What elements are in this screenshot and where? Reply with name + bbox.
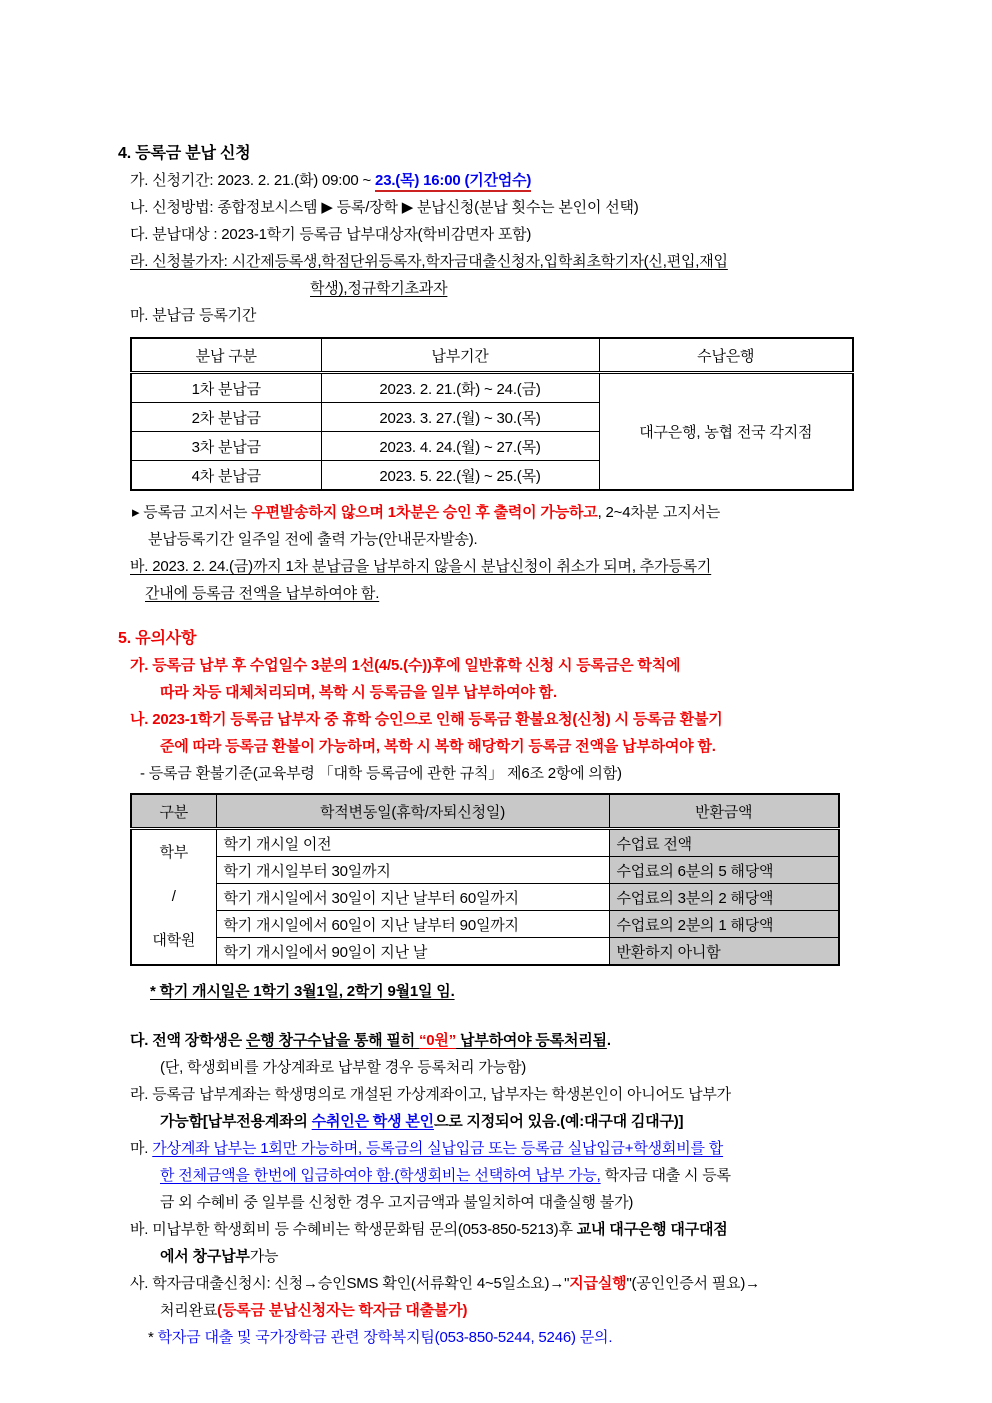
s5-unpaid-fee-line2 — [160, 1243, 992, 1270]
no-loan-warning: (등록금 분납신청자는 학자금 대출불가) — [217, 1302, 468, 1319]
text-segment: 가. 신청기간: 2023. 2. 21.(화) 09:00 ~ — [130, 172, 376, 189]
s4-item-registration-period: 마. 분납금 등록기간 — [130, 307, 257, 324]
s4-item-application-method: 나. 신청방법: 종합정보시스템 ▶ 등록/장학 ▶ 분납신청(분납 횟수는 본인이 선택) — [130, 199, 639, 216]
s4-item-application-period — [130, 167, 992, 194]
text-segment: 처리완료 — [160, 1302, 218, 1319]
header-receiving-bank: 수납은행 — [599, 338, 853, 373]
refund-standard-table — [130, 793, 840, 966]
s5-leave-rule-line1: 가. 등록금 납부 후 수업일수 3분의 1선(4/5.(수))후에 일반휴학 신청 시 등록금은 학칙에 — [130, 657, 681, 674]
change-date-cell: 학기 개시일 이전 — [216, 829, 609, 857]
s4-item-target: 다. 분납대상 : 2023-1학기 등록금 납부대상자(학비감면자 포함) — [130, 226, 532, 243]
contact-info: 학자금 대출 및 국가장학금 관련 장학복지팀(053-850-5244, 5246) 문의. — [157, 1329, 613, 1346]
s5-account-line2 — [160, 1108, 992, 1135]
text-segment: "(공인인증서 필요)→ — [626, 1275, 760, 1292]
semester-start-note: * 학기 개시일은 1학기 3월1일, 2학기 9월1일 임. — [150, 983, 455, 1000]
text-segment: , 2~4차분 고지서는 — [597, 504, 721, 521]
text-segment: 학자금 대출 시 등록 — [600, 1167, 731, 1184]
no-mail-warning: 우편발송하지 않으며 1차분은 승인 후 출력이 가능하고 — [251, 504, 598, 521]
s5-refund-rule-line1: 나. 2023-1학기 등록금 납부자 중 휴학 승인으로 인해 등록금 환불요청(신청) 시 등록금 환불기 — [130, 711, 723, 728]
text-segment: 가능 — [249, 1248, 279, 1265]
s5-scholarship-line2: (단, 학생회비를 가상계좌로 납부할 경우 등록처리 가능함) — [160, 1059, 527, 1076]
s5-virtual-account-line1 — [130, 1135, 992, 1162]
refund-amount-cell: 수업료의 6분의 5 해당액 — [609, 857, 839, 884]
text-segment: 으로 지정되어 있음.(예:대구대 김대구)] — [433, 1113, 684, 1130]
s5-unpaid-fee-line1 — [130, 1216, 992, 1243]
s5-virtual-account-line2 — [160, 1162, 992, 1189]
s4-bill-notice-line1 — [132, 499, 992, 526]
table-row — [131, 829, 839, 857]
refund-amount-cell: 수업료의 3분의 2 해당액 — [609, 884, 839, 911]
installment-period-cell: 2023. 3. 27.(월) ~ 30.(목) — [321, 403, 599, 432]
text-segment: 납부하여야 등록처리됨 — [456, 1032, 607, 1049]
table-header-row — [131, 338, 853, 373]
s4-cancel-warning-line1: 바. 2023. 2. 24.(금)까지 1차 분납금을 납부하지 않을시 분납신청이 취소가 되며, 추가등록기 — [130, 558, 712, 575]
text-segment: 등록금 고지서는 — [143, 504, 252, 521]
virtual-account-rule: 한 전체금액을 한번에 입금하여야 함.(학생회비는 선택하여 납부 가능, — [160, 1167, 601, 1184]
installment-label-cell: 4차 분납금 — [131, 461, 321, 491]
loan-execute-highlight: 지급실행 — [569, 1275, 627, 1292]
category-line: 학부 — [159, 844, 189, 861]
installment-period-cell: 2023. 2. 21.(화) ~ 24.(금) — [321, 373, 599, 403]
s4-bill-notice-line2: 분납등록기간 일주일 전에 출력 가능(안내문자발송). — [148, 531, 478, 548]
table-header-row — [131, 794, 839, 829]
deadline-highlight: 23.(목) 16:00 (기간엄수) — [375, 172, 531, 192]
header-refund-amount: 반환금액 — [609, 794, 839, 829]
refund-amount-cell: 수업료의 2분의 1 해당액 — [609, 911, 839, 938]
change-date-cell: 학기 개시일부터 30일까지 — [216, 857, 609, 884]
section4-heading: 4. 등록금 분납 신청 — [118, 145, 251, 162]
text-segment: 에서 창구납부 — [160, 1248, 250, 1265]
s4-cancel-warning-line2: 간내에 등록금 전액을 납부하여야 함. — [145, 585, 380, 602]
bank-cell: 대구은행, 농협 전국 각지점 — [599, 373, 853, 491]
change-date-cell: 학기 개시일에서 30일이 지난 날부터 60일까지 — [216, 884, 609, 911]
installment-label-cell: 1차 분납금 — [131, 373, 321, 403]
text-segment: 마. — [130, 1140, 153, 1157]
text-segment: 사. 학자금대출신청시: 신청→승인SMS 확인(서류확인 4~5일소요)→" — [130, 1275, 570, 1292]
text-segment: . — [606, 1032, 611, 1049]
header-installment-type: 분납 구분 — [131, 338, 321, 373]
s5-scholarship-line1 — [130, 1027, 992, 1054]
installment-label-cell: 2차 분납금 — [131, 403, 321, 432]
s4-item-not-eligible-line2: 학생),정규학기초과자 — [310, 280, 448, 297]
s5-leave-rule-line2: 따라 차등 대체처리되며, 복학 시 등록금을 일부 납부하여야 함. — [160, 684, 557, 701]
text-segment: 가능함[납부전용계좌의 — [160, 1113, 312, 1130]
change-date-cell: 학기 개시일에서 60일이 지난 날부터 90일까지 — [216, 911, 609, 938]
text-segment: 다. 전액 장학생은 — [130, 1032, 246, 1049]
s4-item-not-eligible-line1: 라. 신청불가자: 시간제등록생,학점단위등록자,학자금대출신청자,입학최초학기자(신,편입,재입 — [130, 253, 728, 270]
refund-amount-cell: 반환하지 아니함 — [609, 938, 839, 966]
table-row — [131, 911, 839, 938]
virtual-account-rule: 가상계좌 납부는 1회만 가능하며, 등록금의 실납입금 또는 등록금 실납입금+학생회비를 합 — [152, 1140, 724, 1157]
bank-branch-highlight: 교내 대구은행 대구대점 — [576, 1221, 728, 1238]
table-row — [131, 884, 839, 911]
header-category: 구분 — [131, 794, 216, 829]
s5-student-loan-line1 — [130, 1270, 992, 1297]
text-segment: 은행 창구수납을 통해 필히 — [245, 1032, 419, 1049]
table-row — [131, 938, 839, 966]
header-change-date: 학적변동일(휴학/자퇴신청일) — [216, 794, 609, 829]
s5-student-loan-line2 — [160, 1297, 992, 1324]
s5-refund-rule-line2: 준에 따라 등록금 환불이 가능하며, 복학 시 복학 해당학기 등록금 전액을 납부하여야 함. — [160, 738, 716, 755]
category-group-cell — [131, 829, 216, 966]
refund-amount-cell: 수업료 전액 — [609, 829, 839, 857]
change-date-cell: 학기 개시일에서 90일이 지난 날 — [216, 938, 609, 966]
s5-account-line1: 라. 등록금 납부계좌는 학생명의로 개설된 가상계좌이고, 납부자는 학생본인이 아니어도 납부가 — [130, 1086, 731, 1103]
section5-heading: 5. 유의사항 — [118, 630, 197, 647]
installment-period-cell: 2023. 5. 22.(월) ~ 25.(목) — [321, 461, 599, 491]
payee-highlight: 수취인은 학생 본인 — [311, 1113, 434, 1130]
category-line: / — [171, 888, 176, 905]
s5-refund-standard-ref: - 등록금 환불기준(교육부령 「대학 등록금에 관한 규칙」 제6조 2항에 의함) — [140, 765, 622, 782]
s5-virtual-account-line3: 금 외 수혜비 중 일부를 신청한 경우 고지금액과 불일치하여 대출실행 불가) — [160, 1194, 634, 1211]
table-row — [131, 373, 853, 403]
asterisk-marker: * — [148, 1329, 158, 1346]
bullet-triangle-icon: ▸ — [132, 504, 144, 521]
category-line: 대학원 — [152, 932, 196, 949]
header-payment-period: 납부기간 — [321, 338, 599, 373]
installment-period-cell: 2023. 4. 24.(월) ~ 27.(목) — [321, 432, 599, 461]
loan-contact-note — [148, 1324, 992, 1351]
text-segment: 바. 미납부한 학생회비 등 수혜비는 학생문화팀 문의(053-850-5213)후 — [130, 1221, 577, 1238]
installment-label-cell: 3차 분납금 — [131, 432, 321, 461]
zero-won-highlight: “0원” — [418, 1032, 457, 1049]
table-row — [131, 857, 839, 884]
installment-schedule-table — [130, 337, 854, 491]
